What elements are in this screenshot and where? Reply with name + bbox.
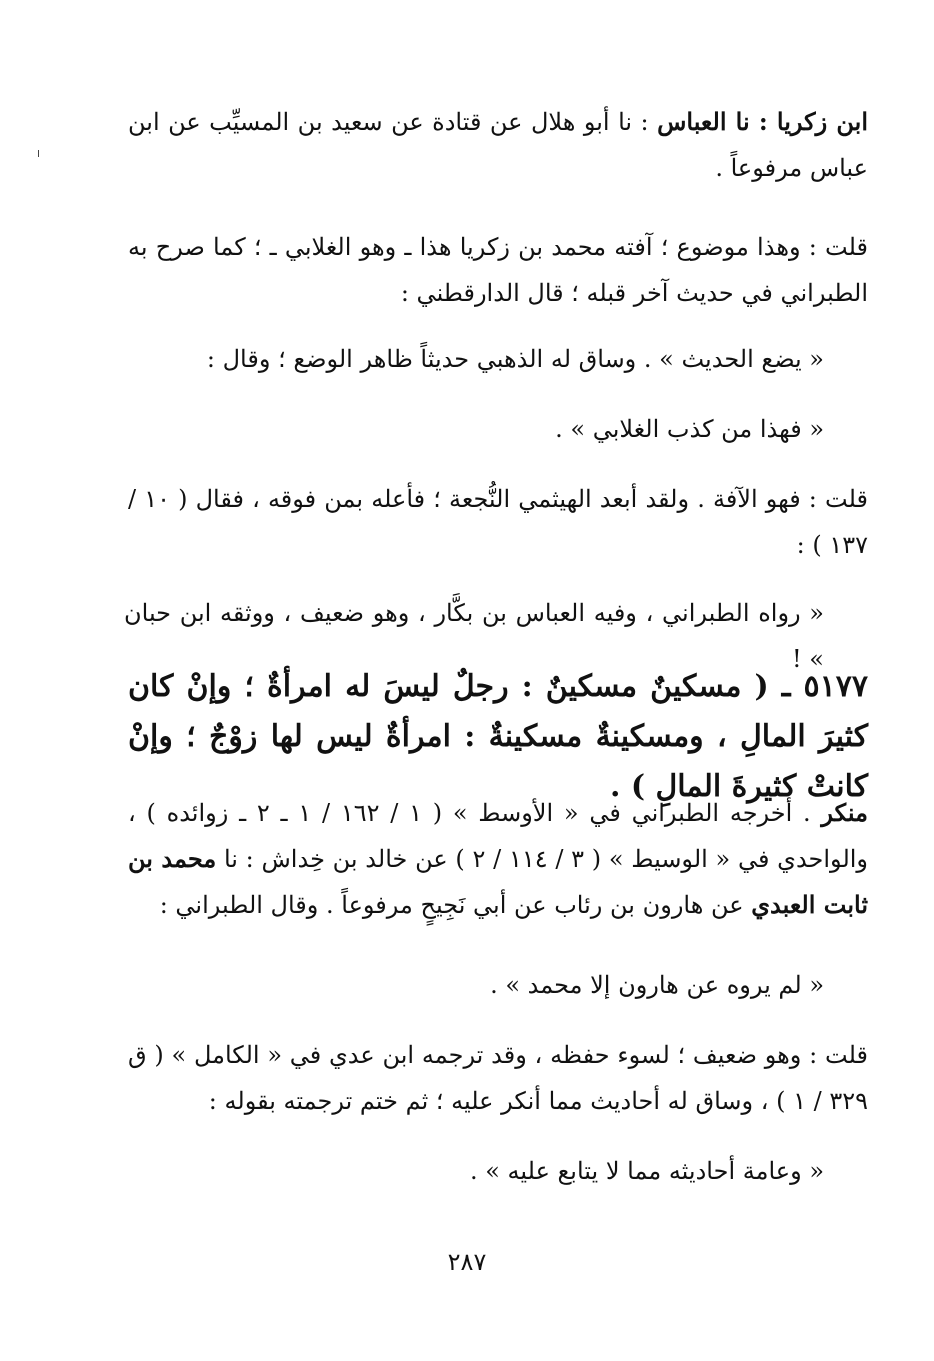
paragraph-11	[124, 1148, 824, 1194]
margin-mark	[38, 150, 39, 157]
paragraph-1	[128, 99, 868, 191]
text-run: قلت : فهو الآفة . ولقد أبعد الهيثمي النُّجعة ؛ فأعله بمن فوقه ، فقال ( ١٠ / ١٣٧ ) :	[128, 485, 868, 559]
paragraph-9	[124, 962, 824, 1008]
text-run: : نا أبو هلال عن قتادة عن سعيد بن المسيِّب عن ابن عباس مرفوعاً .	[128, 108, 868, 182]
bold-text-run: محمد بن ثابت العبدي	[128, 844, 868, 919]
text-run: قلت : وهذا موضوع ؛ آفته محمد بن زكريا هذا ـ وهو الغلابي ـ ؛ كما صرح به الطبراني في حديث آخر قبله ؛ قال الدارقطني :	[128, 233, 868, 307]
text-run: قلت : وهو ضعيف ؛ لسوء حفظه ، وقد ترجمه ابن عدي في « الكامل » ( ق ٣٢٩ / ١ ) ، وساق له أحاديث مما أنكر عليه ؛ ثم ختم ترجمته بقوله :	[128, 1041, 868, 1115]
paragraph-4	[124, 406, 824, 452]
bold-text-run: منكر	[821, 798, 869, 827]
text-run: « فهذا من كذب الغلابي » .	[555, 415, 824, 443]
bold-text-run: ٥١٧٧ ـ ( مسكينٌ مسكينٌ : رجلٌ ليسَ له امرأةٌ ؛ وإنْ كان كثيرَ المالِ ، ومسكينةٌ مسكينةٌ : امرأةٌ ليس لها زوْجٌ ؛ وإنْ كانتْ كثيرةَ المالِ ) .	[128, 669, 868, 804]
paragraph-2	[128, 224, 868, 316]
paragraph-3	[124, 336, 824, 382]
text-run: عن هارون بن رئاب عن أبي نَجِيحٍ مرفوعاً . وقال الطبراني :	[159, 891, 752, 919]
text-run: « وعامة أحاديثه مما لا يتابع عليه » .	[469, 1157, 824, 1185]
page-number: ٢٨٧	[447, 1248, 487, 1276]
bold-text-run: ابن زكريا : نا العباس	[657, 107, 868, 136]
paragraph-8	[128, 790, 868, 928]
text-run: « رواه الطبراني ، وفيه العباس بن بكَّار ، وهو ضعيف ، ووثقه ابن حبان » !	[124, 599, 824, 673]
paragraph-10	[128, 1032, 868, 1124]
paragraph-5	[128, 476, 868, 568]
text-run: « لم يروه عن هارون إلا محمد » .	[490, 971, 824, 999]
text-run: . أخرجه الطبراني في « الأوسط » ( ١ / ١٦٢ / ١ ـ ٢ ـ زوائده ) ، والواحدي في « الوسيط » ( ٣ / ١١٤ / ٢ ) عن خالد بن خِداش : نا	[128, 799, 869, 873]
text-run: « يضع الحديث » . وساق له الذهبي حديثاً ظاهر الوضع ؛ وقال :	[206, 345, 824, 373]
